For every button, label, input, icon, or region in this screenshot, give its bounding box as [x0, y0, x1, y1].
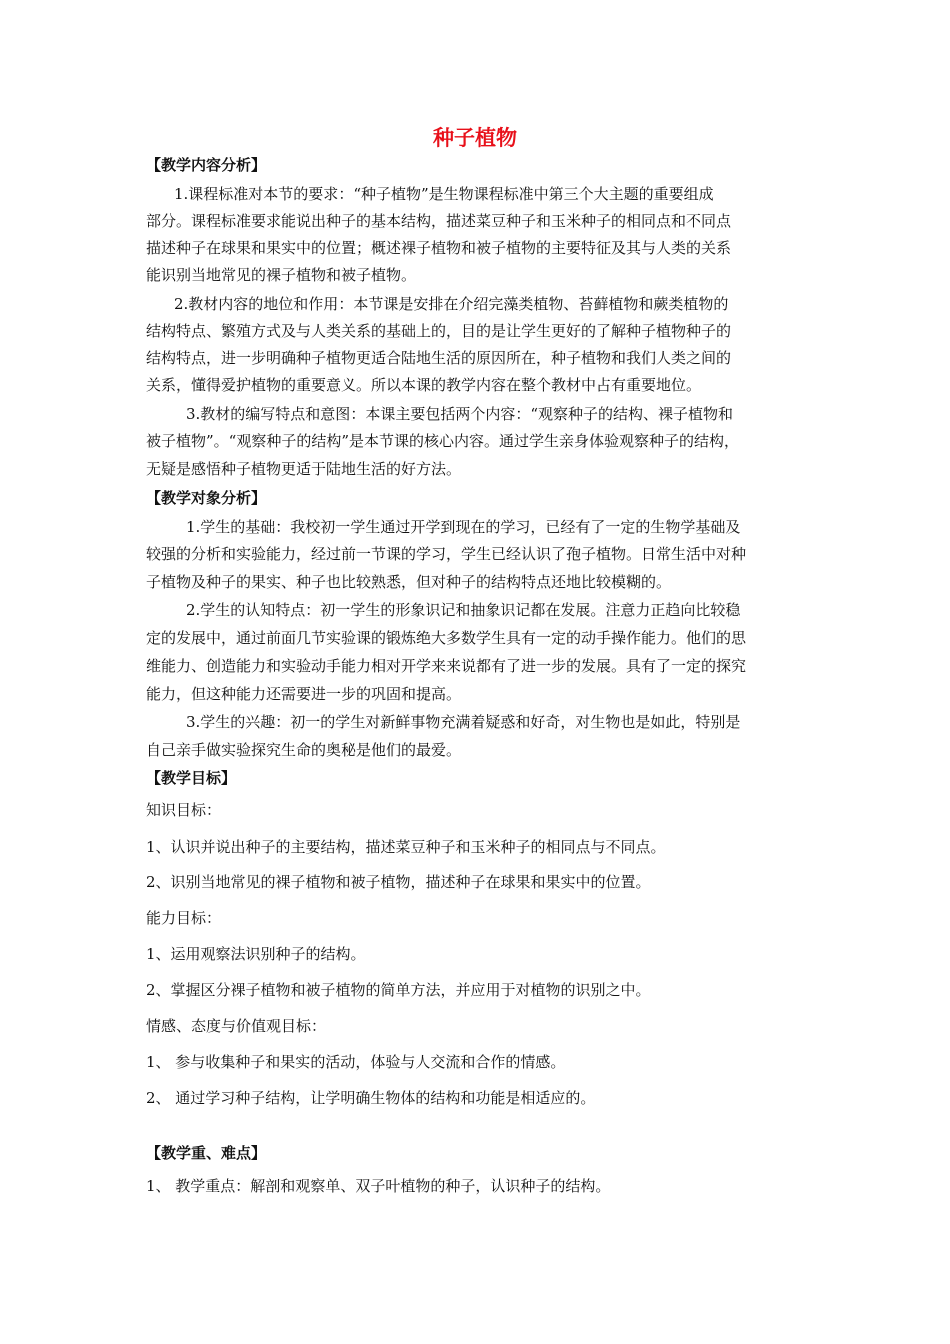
paragraph-line: 知识目标： — [146, 801, 222, 819]
paragraph-line: 情感、态度与价值观目标： — [146, 1017, 327, 1035]
paragraph-line: 2.学生的认知特点：初一学生的形象识记和抽象识记都在发展。注意力正趋向比较稳 — [186, 601, 741, 619]
paragraph-line: 维能力、创造能力和实验动手能力相对开学来来说都有了进一步的发展。具有了一定的探究 — [146, 657, 747, 675]
section-heading-content-analysis: 【教学内容分析】 — [146, 156, 267, 174]
paragraph-line: 1.学生的基础：我校初一学生通过开学到现在的学习，已经有了一定的生物学基础及 — [186, 518, 741, 536]
paragraph-line: 无疑是感悟种子植物更适于陆地生活的好方法。 — [146, 460, 462, 478]
paragraph-line: 3.学生的兴趣：初一的学生对新鲜事物充满着疑惑和好奇，对生物也是如此，特别是 — [186, 713, 741, 731]
document-title: 种子植物 — [433, 126, 517, 150]
section-heading-student-analysis: 【教学对象分析】 — [146, 489, 267, 507]
paragraph-line: 能识别当地常见的裸子植物和被子植物。 — [146, 266, 417, 284]
paragraph-line: 2、 通过学习种子结构，让学明确生物体的结构和功能是相适应的。 — [146, 1089, 596, 1107]
paragraph-line: 描述种子在球果和果实中的位置；概述裸子植物和被子植物的主要特征及其与人类的关系 — [146, 239, 732, 257]
paragraph-line: 部分。课程标准要求能说出种子的基本结构，描述菜豆种子和玉米种子的相同点和不同点 — [146, 212, 732, 230]
paragraph-line: 3.教材的编写特点和意图：本课主要包括两个内容：“观察种子的结构、裸子植物和 — [186, 405, 733, 423]
paragraph-line: 自己亲手做实验探究生命的奥秘是他们的最爱。 — [146, 741, 462, 759]
paragraph-line: 1、 参与收集种子和果实的活动，体验与人交流和合作的情感。 — [146, 1053, 566, 1071]
paragraph-line: 2、掌握区分裸子植物和被子植物的简单方法，并应用于对植物的识别之中。 — [146, 981, 651, 999]
paragraph-line: 1、运用观察法识别种子的结构。 — [146, 945, 366, 963]
section-heading-objectives: 【教学目标】 — [146, 769, 237, 787]
paragraph-line: 子植物及种子的果实、种子也比较熟悉，但对种子的结构特点还地比较模糊的。 — [146, 573, 672, 591]
paragraph-line: 1.课程标准对本节的要求：“种子植物”是生物课程标准中第三个大主题的重要组成 — [174, 185, 714, 203]
section-heading-key-points: 【教学重、难点】 — [146, 1144, 267, 1162]
paragraph-line: 定的发展中，通过前面几节实验课的锻炼绝大多数学生具有一定的动手操作能力。他们的思 — [146, 629, 747, 647]
paragraph-line: 1、 教学重点：解剖和观察单、双子叶植物的种子，认识种子的结构。 — [146, 1177, 611, 1195]
paragraph-line: 2.教材内容的地位和作用：本节课是安排在介绍完藻类植物、苔藓植物和蕨类植物的 — [174, 295, 729, 313]
paragraph-line: 能力，但这种能力还需要进一步的巩固和提高。 — [146, 685, 462, 703]
paragraph-line: 2、识别当地常见的裸子植物和被子植物，描述种子在球果和果实中的位置。 — [146, 873, 651, 891]
paragraph-line: 较强的分析和实验能力，经过前一节课的学习，学生已经认识了孢子植物。日常生活中对种 — [146, 545, 747, 563]
paragraph-line: 能力目标： — [146, 909, 222, 927]
paragraph-line: 关系，懂得爱护植物的重要意义。所以本课的教学内容在整个教材中占有重要地位。 — [146, 376, 702, 394]
paragraph-line: 结构特点，进一步明确种子植物更适合陆地生活的原因所在，种子植物和我们人类之间的 — [146, 349, 732, 367]
paragraph-line: 被子植物”。“观察种子的结构”是本节课的核心内容。通过学生亲身体验观察种子的结构， — [146, 432, 740, 450]
paragraph-line: 1、认识并说出种子的主要结构，描述菜豆种子和玉米种子的相同点与不同点。 — [146, 838, 666, 856]
paragraph-line: 结构特点、繁殖方式及与人类关系的基础上的，目的是让学生更好的了解种子植物种子的 — [146, 322, 732, 340]
